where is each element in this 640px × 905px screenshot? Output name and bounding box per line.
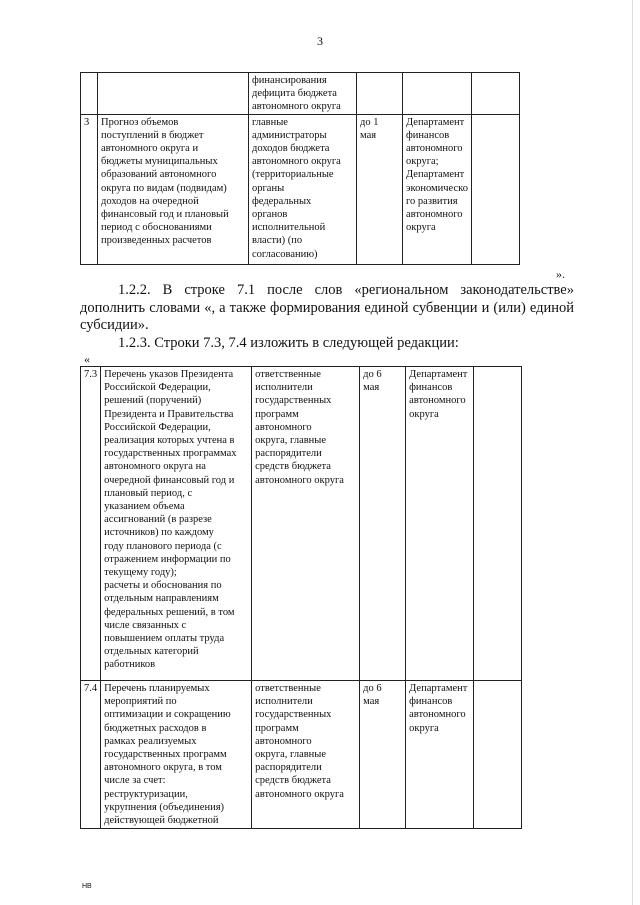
cell-term: до 6 мая [360,681,406,829]
cell-dept: Департамент финансов автономного округа; Департамент экономическо го развития автономного округа [403,114,472,264]
cell-resp: ответственные исполнители государственных программ автономного округа, главные распорядители средств бюджета автономного округа [252,681,360,829]
table-bottom [80,366,522,829]
cell-doc: Перечень планируемых мероприятий по оптимизации и сокращению бюджетных расходов в рамках реализуемых государственных программ автономного округа, в том числе за счет: реструктуризации, укрупнения (объединения) действующей бюджетной [101,681,252,829]
cell-dept [403,73,472,115]
cell-term: до 1 мая [357,114,403,264]
table-row [81,367,522,681]
cell-extra [471,73,519,115]
cell-extra [474,367,522,681]
cell-extra [471,114,519,264]
paragraph-amendment-1: 1.2.2. В строке 7.1 после слов «региональном законодательстве» дополнить словами «, а также формирования единой субвенции и (или) единой субсидии». [80,282,574,333]
cell-num: 7.4 [81,681,101,829]
cell-doc [98,73,249,115]
closing-quote: ». [556,267,565,281]
table-top [80,72,520,265]
cell-doc: Перечень указов Президента Российской Федерации, решений (поручений) Президента и Правительства Российской Федерации, реализация которых учтена в государственных программах автономного округа на очередной финансовый год и плановый период, с указанием объема ассигнований (в разрезе источников) по каждому году планового периода (с отражением информации по текущему году); расчеты и обоснования по отдельным направлениям федеральных решений, в том числе связанных с повышением оплаты труда отдельных категорий работников [101,367,252,681]
cell-num [81,73,98,115]
table-row [81,73,520,115]
paragraph-amendment-2: 1.2.3. Строки 7.3, 7.4 изложить в следующей редакции: [118,335,459,351]
cell-num: 3 [81,114,98,264]
footer-mark: НВ [82,883,92,890]
page-number: 3 [317,34,323,48]
cell-dept: Департамент финансов автономного округа [406,367,474,681]
cell-num: 7.3 [81,367,101,681]
cell-term [357,73,403,115]
opening-quote: « [84,352,90,366]
cell-resp: ответственные исполнители государственных программ автономного округа, главные распорядители средств бюджета автономного округа [252,367,360,681]
page-edge-line [632,0,633,905]
cell-resp: финансирования дефицита бюджета автономного округа [249,73,357,115]
cell-resp: главные администраторы доходов бюджета автономного округа (территориальные органы федеральных органов исполнительной власти) (по согласованию) [249,114,357,264]
table-row [81,681,522,829]
cell-dept: Департамент финансов автономного округа [406,681,474,829]
cell-extra [474,681,522,829]
cell-term: до 6 мая [360,367,406,681]
cell-doc: Прогноз объемов поступлений в бюджет автономного округа и бюджеты муниципальных образований автономного округа по видам (подвидам) доходов на очередной финансовый год и плановый период с обоснованиями произведенных расчетов [98,114,249,264]
table-row [81,114,520,264]
